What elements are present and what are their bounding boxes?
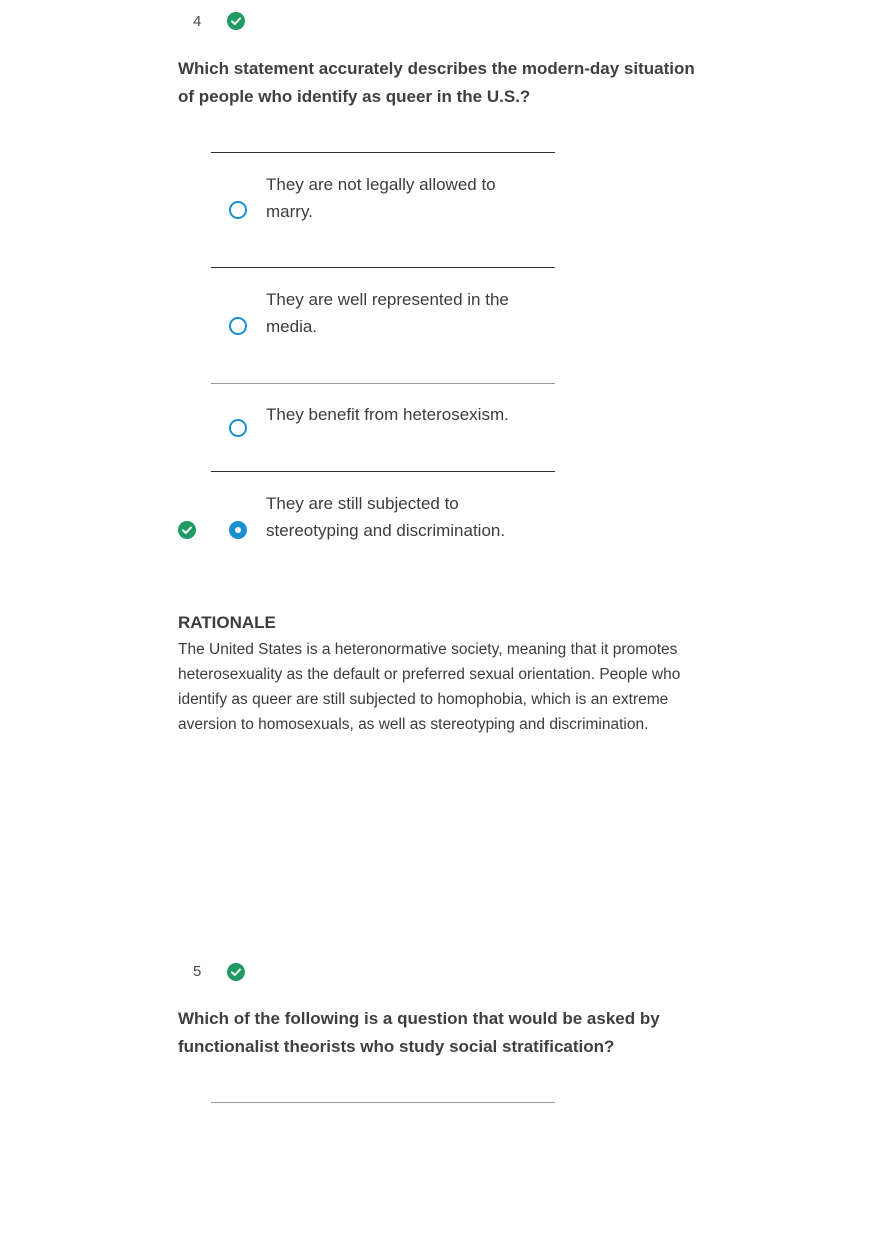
rationale-heading: RATIONALE bbox=[178, 613, 276, 632]
answer-divider bbox=[211, 152, 555, 153]
answer-radio-selected[interactable] bbox=[229, 521, 247, 539]
question-number: 4 bbox=[193, 13, 202, 30]
answer-text[interactable]: They are still subjected to stereotyping and discrimination. bbox=[266, 494, 506, 540]
question-number: 5 bbox=[193, 963, 202, 980]
answer-divider bbox=[211, 1102, 555, 1103]
answer-divider bbox=[211, 471, 555, 472]
rationale-body: The United States is a heteronormative society, meaning that it promotes heterosexuality as the default or preferred sexual orientation. People who identify as queer are still subjected to homophobia, which is an extreme aversion to homosexuals, as well as stereotyping and discrimination. bbox=[178, 641, 681, 733]
answer-text[interactable]: They benefit from heterosexism. bbox=[266, 405, 509, 424]
answer-radio[interactable] bbox=[229, 317, 247, 335]
answer-text[interactable]: They are well represented in the media. bbox=[266, 290, 509, 336]
question-prompt: Which of the following is a question that would be asked by functionalist theorists who study social stratification? bbox=[178, 1009, 660, 1056]
answer-radio[interactable] bbox=[229, 419, 247, 437]
correct-answer-check-icon bbox=[178, 521, 196, 539]
check-circle-icon bbox=[227, 12, 245, 30]
question-prompt: Which statement accurately describes the modern-day situation of people who identify as queer in the U.S.? bbox=[178, 59, 695, 106]
answer-text[interactable]: They are not legally allowed to marry. bbox=[266, 175, 496, 221]
check-circle-icon bbox=[227, 963, 245, 981]
answer-divider bbox=[211, 383, 555, 384]
answer-radio[interactable] bbox=[229, 201, 247, 219]
answer-divider bbox=[211, 267, 555, 268]
